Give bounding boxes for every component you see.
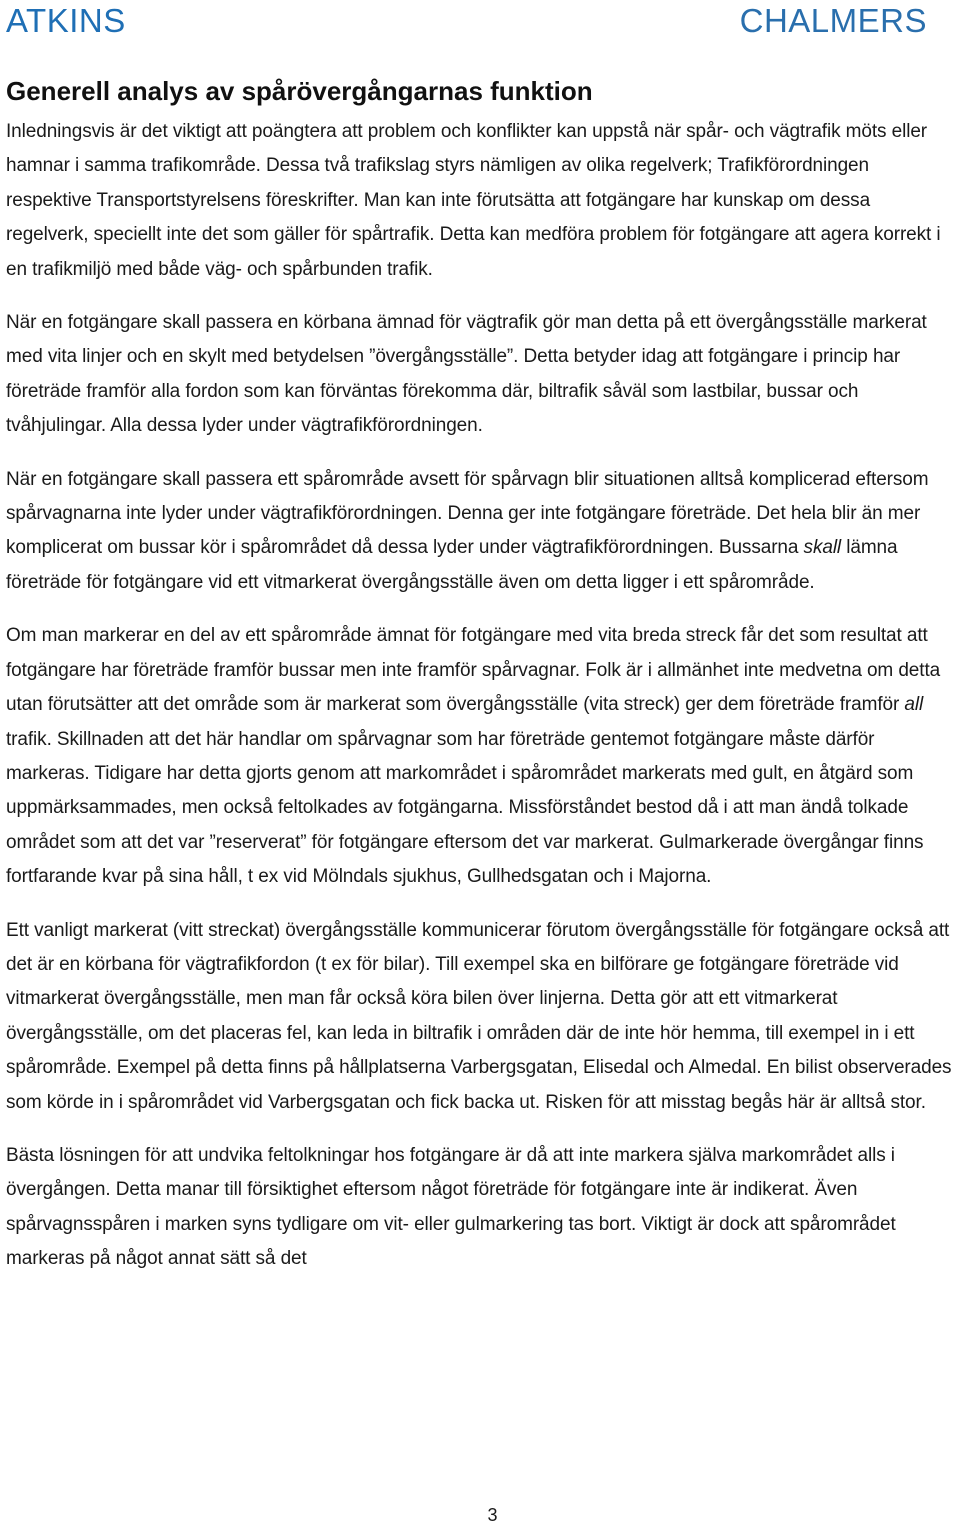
paragraph-2-text: När en fotgängare skall passera en körbana ämnad för vägtrafik gör man detta på ett övergångsställe markerat med vita linjer och en skylt med betydelsen ”övergångsställe”. Detta betyder idag att fotgängare i princip har företräde framför alla fordon som kan förväntas förekomma där, biltrafik såväl som lastbilar, bussar och tvåhjulingar. Alla dessa lyder under vägtrafikförordningen. <box>6 312 927 437</box>
section-heading: Generell analys av spårövergångarnas funktion <box>6 76 593 106</box>
paragraph-6 <box>6 1139 956 1277</box>
paragraph-4-text-b: trafik. Skillnaden att det här handlar om spårvagnar som har företräde gentemot fotgängare måste därför markeras. Tidigare har detta gjorts genom att markområdet i spårområdet markerats med gult, en åtgärd som uppmärksammades, men också feltolkades av fotgängarna. Missförståndet bestod då i att man ändå tolkade området som att det var ”reserverat” för fotgängare eftersom det var markerat. Gulmarkerade övergångar finns fortfarande kvar på sina håll, t ex vid Mölndals sjukhus, Gullhedsgatan och i Majorna. <box>6 728 924 888</box>
paragraph-2 <box>6 306 956 444</box>
paragraph-3-text-a: När en fotgängare skall passera ett spårområde avsett för spårvagn blir situationen alltså komplicerad eftersom spårvagnarna inte lyder under vägtrafikförordningen. Denna ger inte fotgängare företräde. Det hela blir än mer komplicerat om bussar kör i spårområdet då dessa lyder under vägtrafikförordningen. Bussarna <box>6 468 929 559</box>
page-number: 3 <box>487 1505 498 1525</box>
paragraph-5 <box>6 914 956 1120</box>
paragraph-5-text: Ett vanligt markerat (vitt streckat) övergångsställe kommunicerar förutom övergångsställe för fotgängare också att det är en körbana för vägtrafikfordon (t ex för bilar). Till exempel ska en bilförare ge fotgängare företräde vid vitmarkerat övergångsställe, men man får också köra bilen över linjerna. Detta gör att ett vitmarkerat övergångsställe, om det placeras fel, kan leda in biltrafik i områden där de inte hör hemma, till exempel in i ett spårområde. Exempel på detta finns på hållplatserna Varbergsgatan, Elisedal och Almedal. En bilist observerades som körde in i spårområdet vid Varbergsgatan och fick backa ut. Risken för att misstag begås här är alltså stor. <box>6 919 952 1113</box>
paragraph-6-text: Bästa lösningen för att undvika feltolkningar hos fotgängare är då att inte markera själva markområdet alls i övergången. Detta manar till försiktighet eftersom något företräde för fotgängare inte är indikerat. Även spårvagnsspåren i marken syns tydligare om vit- eller gulmarkering tas bort. Viktigt är dock att spårområdet markeras på något annat sätt så det <box>6 1144 896 1270</box>
paragraph-3-text-b: lämna företräde för fotgängare vid ett vitmarkerat övergångsställe även om detta ligger i ett spårområde. <box>6 537 898 593</box>
paragraph-4-emphasis: all <box>904 694 924 716</box>
paragraph-4 <box>6 619 956 894</box>
atkins-logo: ATKINS <box>6 2 126 39</box>
paragraph-1 <box>6 115 956 287</box>
paragraph-3-emphasis: skall <box>803 537 842 559</box>
chalmers-logo: CHALMERS <box>739 2 927 39</box>
page-header <box>0 0 960 50</box>
document-body <box>6 72 956 1296</box>
paragraph-4-text-a: Om man markerar en del av ett spårområde ämnat för fotgängare med vita breda streck får det som resultat att fotgängare har företräde framför bussar men inte framför spårvagnar. Folk är i allmänhet inte medvetna om detta utan förutsätter att det område som är markerat som övergångsställe (vita streck) ger dem företräde framför <box>6 625 941 716</box>
paragraph-1-text: Inledningsvis är det viktigt att poängtera att problem och konflikter kan uppstå när spår- och vägtrafik möts eller hamnar i samma trafikområde. Dessa två trafikslag styrs nämligen av olika regelverk; Trafikförordningen respektive Transportstyrelsens föreskrifter. Man kan inte förutsätta att fotgängare har kunskap om dessa regelverk, speciellt inte det som gäller för spårtrafik. Detta kan medföra problem för fotgängare att agera korrekt i en trafikmiljö med både väg- och spårbunden trafik. <box>6 121 941 280</box>
paragraph-3 <box>6 463 956 601</box>
